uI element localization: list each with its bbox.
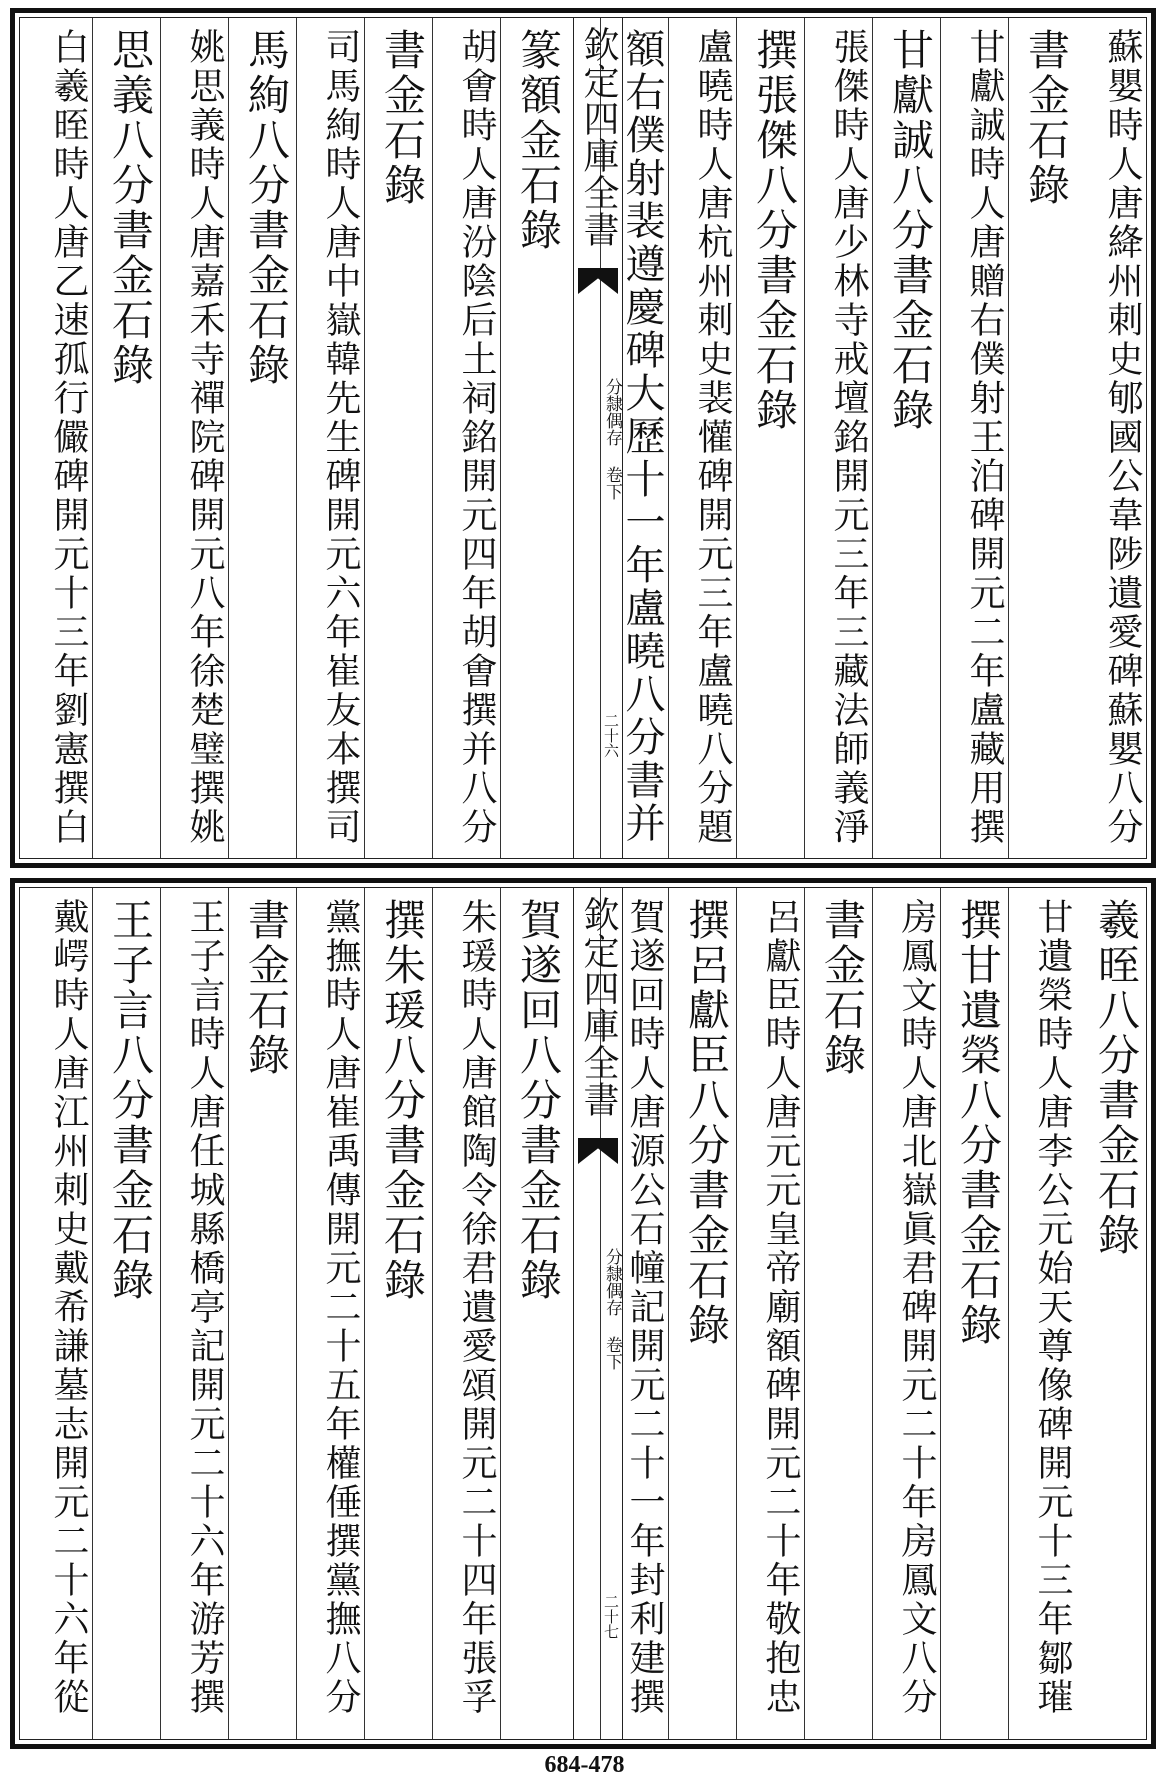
text-column: 書金石錄 (228, 888, 296, 1739)
text-column: 戴崿時人唐江州刺史戴希謙墓志開元二十六年從 (48, 898, 89, 1717)
text-column: 撰張傑八分書金石錄 (736, 18, 804, 858)
fish-tail-mark (578, 1138, 618, 1164)
left-half-columns (20, 18, 563, 858)
text-column: 羲晊八分書金石錄 (1092, 898, 1141, 1258)
page-bottom (10, 878, 1156, 1749)
text-column: 撰呂獻臣八分書金石錄 (668, 888, 736, 1739)
text-column: 房鳳文時人唐北嶽眞君碑開元二十年房鳳文八分 (872, 888, 940, 1739)
volume-label: 分隸偶存 卷下 (602, 1248, 622, 1370)
text-column: 甘獻誠時人唐贈右僕射王泊碑開元二年盧藏用撰 (940, 18, 1008, 858)
text-column: 呂獻臣時人唐元元皇帝廟額碑開元二十年敬抱忠 (736, 888, 804, 1739)
text-column: 額右僕射裴遵慶碑大歷十一年盧曉八分書并 (600, 18, 668, 858)
book-title: 欽定四庫全書 (578, 26, 619, 248)
text-column: 書金石錄 (1008, 18, 1076, 858)
fish-tail-mark (578, 268, 618, 294)
text-column: 王子言八分書金石錄 (92, 888, 160, 1739)
text-column: 思義八分書金石錄 (92, 18, 160, 858)
text-column: 姚思義時人唐嘉禾寺禪院碑開元八年徐楚璧撰姚 (160, 18, 228, 858)
text-column: 篆額金石錄 (500, 18, 568, 858)
page-number: 二十七 (602, 1594, 620, 1639)
text-column: 馬絢八分書金石錄 (228, 18, 296, 858)
text-column: 王子言時人唐任城縣橋亭記開元二十六年游芳撰 (160, 888, 228, 1739)
text-column: 甘遺榮時人唐李公元始天尊像碑開元十三年鄒璀 (1008, 888, 1076, 1739)
text-column: 黨撫時人唐崔禹傳開元二十五年權倕撰黨撫八分 (296, 888, 364, 1739)
page-frame (19, 887, 1147, 1740)
text-column: 撰朱瑗八分書金石錄 (364, 888, 432, 1739)
volume-label: 分隸偶存 卷下 (602, 378, 622, 500)
text-column: 張傑時人唐少林寺戒壇銘開元三年三藏法師義淨 (804, 18, 872, 858)
text-column: 書金石錄 (804, 888, 872, 1739)
text-column: 蘇嬰時人唐絳州刺史郇國公韋陟遺愛碑蘇嬰八分 (1102, 28, 1143, 847)
text-column: 白羲晊時人唐乙速孤行儼碑開元十三年劉憲撰白 (48, 28, 89, 847)
text-column: 撰甘遺榮八分書金石錄 (940, 888, 1008, 1739)
right-half-columns (575, 18, 1146, 858)
text-column: 賀遂回八分書金石錄 (500, 888, 568, 1739)
page-top (10, 8, 1156, 868)
text-column: 甘獻誠八分書金石錄 (872, 18, 940, 858)
text-column: 盧曉時人唐杭州刺史裴懽碑開元三年盧曉八分題 (668, 18, 736, 858)
right-half-columns (575, 888, 1146, 1739)
book-title: 欽定四庫全書 (578, 896, 619, 1118)
text-column: 司馬絢時人唐中嶽韓先生碑開元六年崔友本撰司 (296, 18, 364, 858)
text-column: 書金石錄 (364, 18, 432, 858)
text-column: 朱瑗時人唐館陶令徐君遺愛頌開元二十四年張孚 (432, 888, 500, 1739)
scan-page-number: 684-478 (544, 1752, 625, 1778)
left-half-columns (20, 888, 563, 1739)
center-fold-column (573, 888, 623, 1739)
text-column: 賀遂回時人唐源公石幢記開元二十一年封利建撰 (600, 888, 668, 1739)
page-number: 二十六 (602, 713, 620, 758)
page-frame (19, 17, 1147, 859)
center-fold-column (573, 18, 623, 858)
text-column: 胡㑹時人唐汾陰后土祠銘開元四年胡㑹撰并八分 (432, 18, 500, 858)
